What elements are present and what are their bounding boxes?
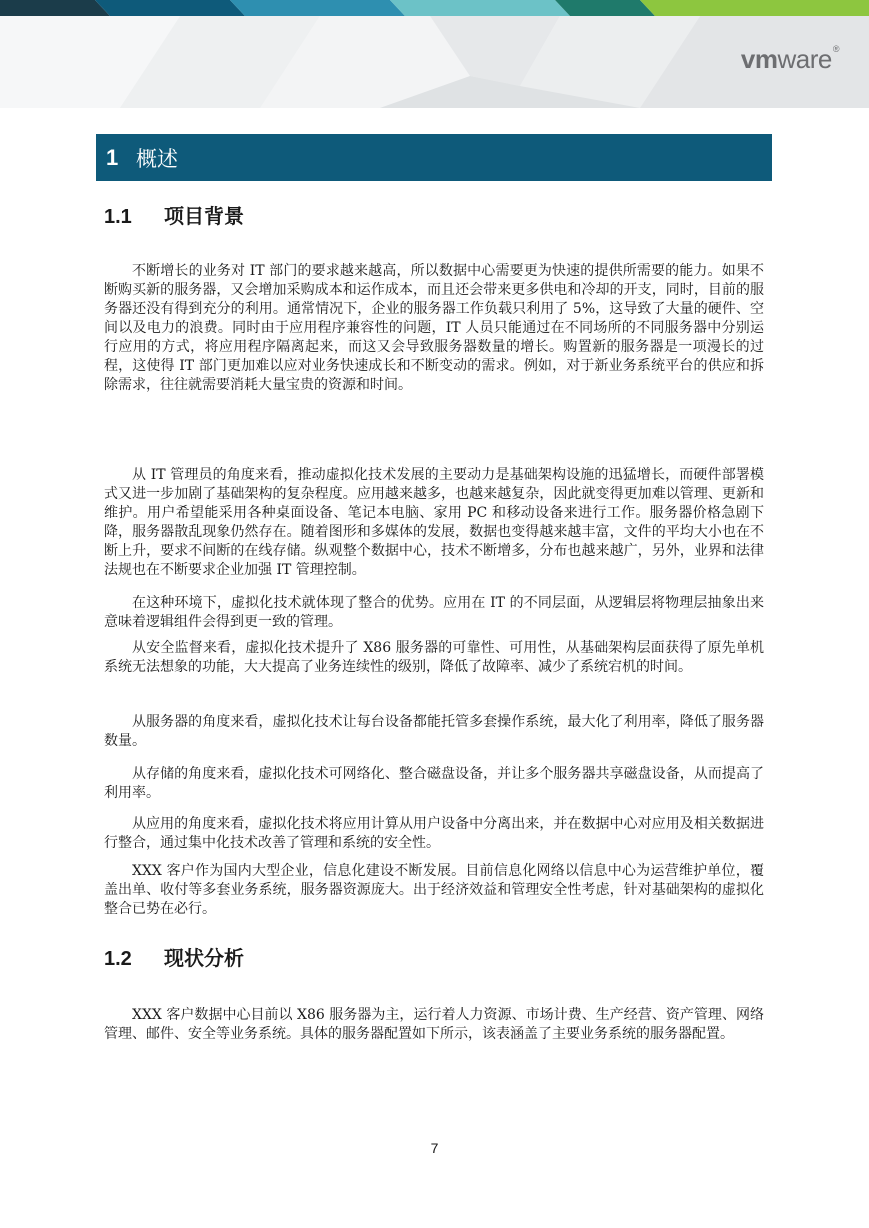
page-header bbox=[0, 0, 869, 108]
paragraph-1-1-2: 从 IT 管理员的角度来看，推动虚拟化技术发展的主要动力是基础架构设施的迅猛增长，而硬件部署模式又进一步加剧了基础架构的复杂程度。应用越来越多，也越来越复杂，因此就变得更加难以管理、更新和维护。用户希望能采用各种桌面设备、笔记本电脑、家用 PC 和移动设备来进行工作。服务器价格急剧下降，服务器散乱现象仍然存在。随着图形和多媒体的发展，数据也变得越来越丰富，文件的平均大小也在不断上升，要求不间断的在线存储。纵观整个数据中心，技术不断增多，分布也越来越广，另外，业界和法律法规也在不断要求企业加强 IT 管理控制。 bbox=[104, 467, 764, 578]
section-heading-1-2 bbox=[104, 942, 244, 971]
paragraph-1-1-6: 从存储的角度来看，虚拟化技术可网络化、整合磁盘设备，并让多个服务器共享磁盘设备，从而提高了利用率。 bbox=[104, 766, 764, 801]
section-title: 现状分析 bbox=[164, 946, 244, 970]
header-facets bbox=[0, 16, 869, 108]
vmware-logo bbox=[741, 44, 839, 75]
section-heading-1-1 bbox=[104, 200, 244, 229]
section-title: 项目背景 bbox=[164, 204, 244, 228]
logo-registered-mark: ® bbox=[832, 44, 839, 54]
page-number: 7 bbox=[430, 1140, 439, 1156]
chapter-title: 概述 bbox=[136, 146, 178, 171]
chapter-heading-bar bbox=[96, 134, 772, 181]
paragraph-1-1-8: XXX 客户作为国内大型企业，信息化建设不断发展。目前信息化网络以信息中心为运营维护单位，覆盖出单、收付等多套业务系统，服务器资源庞大。出于经济效益和管理安全性考虑，针对基础架构的虚拟化整合已势在必行。 bbox=[104, 863, 764, 917]
logo-ware: ware bbox=[777, 44, 832, 74]
header-color-stripe bbox=[0, 0, 869, 16]
chapter-number: 1 bbox=[106, 144, 119, 170]
paragraph-1-1-5: 从服务器的角度来看，虚拟化技术让每台设备都能托管多套操作系统，最大化了利用率，降低了服务器数量。 bbox=[104, 714, 764, 749]
section-number: 1.2 bbox=[104, 948, 132, 970]
section-number: 1.1 bbox=[104, 206, 132, 228]
paragraph-1-1-1: 不断增长的业务对 IT 部门的要求越来越高，所以数据中心需要更为快速的提供所需要的能力。如果不断购买新的服务器，又会增加采购成本和运作成本，而且还会带来更多供电和冷却的开支，同时，目前的服务器还没有得到充分的利用。通常情况下，企业的服务器工作负载只利用了 5%，这导致了大量的硬件、空间以及电力的浪费。同时由于应用程序兼容性的问题，IT 人员只能通过在不同场所的不同服务器中分别运行应用的方式，将应用程序隔离起来，而这又会导致服务器数量的增长。购置新的服务器是一项漫长的过程，这使得 IT 部门更加难以应对业务快速成长和不断变动的需求。例如，对于新业务系统平台的供应和拆除需求，往往就需要消耗大量宝贵的资源和时间。 bbox=[104, 263, 764, 393]
paragraph-1-1-4: 从安全监督来看，虚拟化技术提升了 X86 服务器的可靠性、可用性，从基础架构层面获得了原先单机系统无法想象的功能，大大提高了业务连续性的级别，降低了故障率、减少了系统宕机的时间。 bbox=[104, 640, 764, 675]
paragraph-1-1-7: 从应用的角度来看，虚拟化技术将应用计算从用户设备中分离出来，并在数据中心对应用及相关数据进行整合，通过集中化技术改善了管理和系统的安全性。 bbox=[104, 816, 764, 851]
logo-vm: vm bbox=[740, 44, 778, 74]
paragraph-1-1-3: 在这种环境下，虚拟化技术就体现了整合的优势。应用在 IT 的不同层面，从逻辑层将物理层抽象出来意味着逻辑组件会得到更一致的管理。 bbox=[104, 595, 764, 630]
paragraph-1-2-1: XXX 客户数据中心目前以 X86 服务器为主，运行着人力资源、市场计费、生产经营、资产管理、网络管理、邮件、安全等业务系统。具体的服务器配置如下所示，该表涵盖了主要业务系统的服务器配置。 bbox=[104, 1007, 764, 1042]
